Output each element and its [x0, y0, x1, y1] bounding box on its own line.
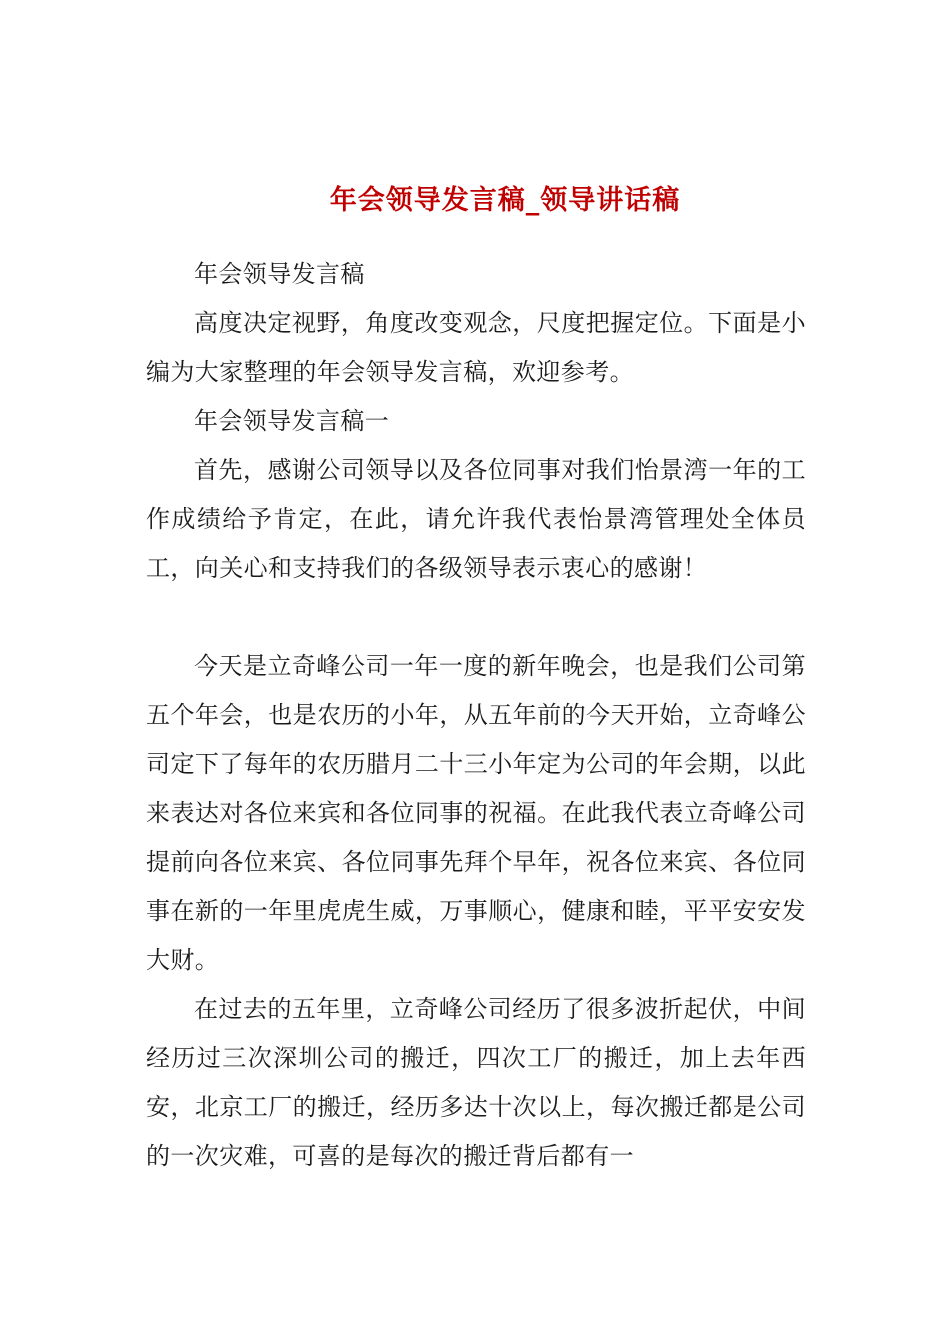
paragraph-past-five-years: 在过去的五年里，立奇峰公司经历了很多波折起伏，中间经历过三次深圳公司的搬迁，四次工厂的搬迁，加上去年西安，北京工厂的搬迁，经历多达十次以上，每次搬迁都是公司的一次灾难，可喜的是每次的搬迁背后都有一: [146, 995, 806, 1170]
paragraph-intro: 高度决定视野，角度改变观念，尺度把握定位。下面是小编为大家整理的年会领导发言稿，欢迎参考。: [146, 309, 806, 386]
paragraph-section-heading: 年会领导发言稿一: [194, 407, 390, 435]
paragraph-new-year: 今天是立奇峰公司一年一度的新年晚会，也是我们公司第五个年会，也是农历的小年，从五年前的今天开始，立奇峰公司定下了每年的农历腊月二十三小年定为公司的年会期，以此来表达对各位来宾和各位同事的祝福。在此我代表立奇峰公司提前向各位来宾、各位同事先拜个早年，祝各位来宾、各位同事在新的一年里虎虎生威，万事顺心，健康和睦，平平安安发大财。: [146, 652, 806, 974]
paragraph-spacer: [146, 593, 806, 642]
document-title: 年会领导发言稿_领导讲话稿: [329, 185, 681, 216]
paragraph-heading: 年会领导发言稿: [194, 260, 365, 288]
paragraph-thanks: 首先，感谢公司领导以及各位同事对我们怡景湾一年的工作成绩给予肯定，在此，请允许我代表怡景湾管理处全体员工，向关心和支持我们的各级领导表示衷心的感谢！: [146, 456, 806, 582]
document-body: [146, 250, 806, 1181]
